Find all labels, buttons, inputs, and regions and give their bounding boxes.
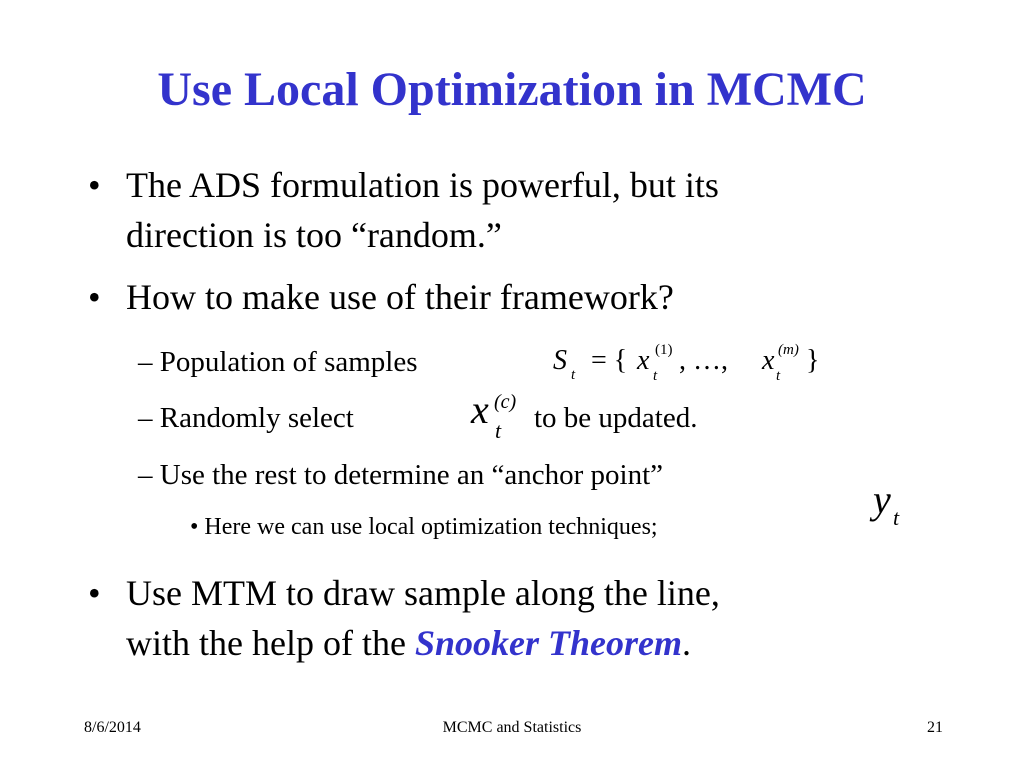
slide-title: Use Local Optimization in MCMC [157, 63, 867, 116]
bullet-text: Use MTM to draw sample along the line, [126, 573, 720, 613]
math-superscript: (c) [494, 391, 517, 413]
math-superscript: (m) [778, 342, 799, 358]
subsub-bullet-marker: • [190, 514, 199, 540]
sub-bullet-item [138, 400, 354, 436]
footer-title: MCMC and Statistics [442, 719, 582, 736]
sub-bullet-text: Randomly select [159, 402, 354, 434]
sub-bullet-text: Use the rest to determine an “anchor point” [159, 459, 664, 491]
math-symbol: x [762, 345, 775, 376]
math-symbol: x [471, 387, 489, 432]
math-operator: = { [591, 345, 628, 376]
math-symbol: x [637, 345, 650, 376]
math-symbol: S [553, 345, 567, 376]
math-subscript: t [571, 367, 576, 383]
population-formula [553, 347, 567, 375]
math-subscript: t [653, 368, 658, 384]
sub-bullet-text-after: to be updated. [534, 402, 698, 434]
sub-bullet-item [138, 344, 418, 380]
sub-bullet-marker: – [138, 346, 153, 378]
math-subscript: t [776, 368, 781, 384]
math-subscript: t [893, 505, 900, 530]
footer-date: 8/6/2014 [84, 719, 141, 736]
math-symbol: y [873, 477, 891, 522]
sub-bullet-text: Population of samples [159, 346, 418, 378]
bullet-text: The ADS formulation is powerful, but its [126, 165, 719, 205]
bullet-text: direction is too “random.” [126, 215, 502, 255]
math-ellipsis: , …, [679, 345, 728, 376]
subsub-bullet-text: Here we can use local optimization techniques; [204, 514, 658, 540]
bullet-text-suffix: . [681, 623, 691, 663]
sub-bullet-marker: – [138, 459, 153, 491]
sub-bullet-marker: – [138, 402, 153, 434]
subsub-bullet-item [190, 512, 658, 542]
math-subscript: t [495, 418, 502, 443]
bullet-marker: • [88, 165, 101, 205]
math-superscript: (1) [655, 342, 673, 358]
bullet-text: How to make use of their framework? [126, 277, 674, 317]
bullet-text [126, 618, 691, 668]
bullet-marker: • [88, 573, 101, 613]
bullet-text-prefix: with the help of the [126, 623, 415, 663]
bullet-marker: • [88, 277, 101, 317]
emphasis-text: Snooker Theorem [414, 623, 682, 663]
math-brace: } [806, 345, 820, 376]
sub-bullet-item [138, 457, 663, 493]
footer-page-number: 21 [927, 719, 943, 736]
